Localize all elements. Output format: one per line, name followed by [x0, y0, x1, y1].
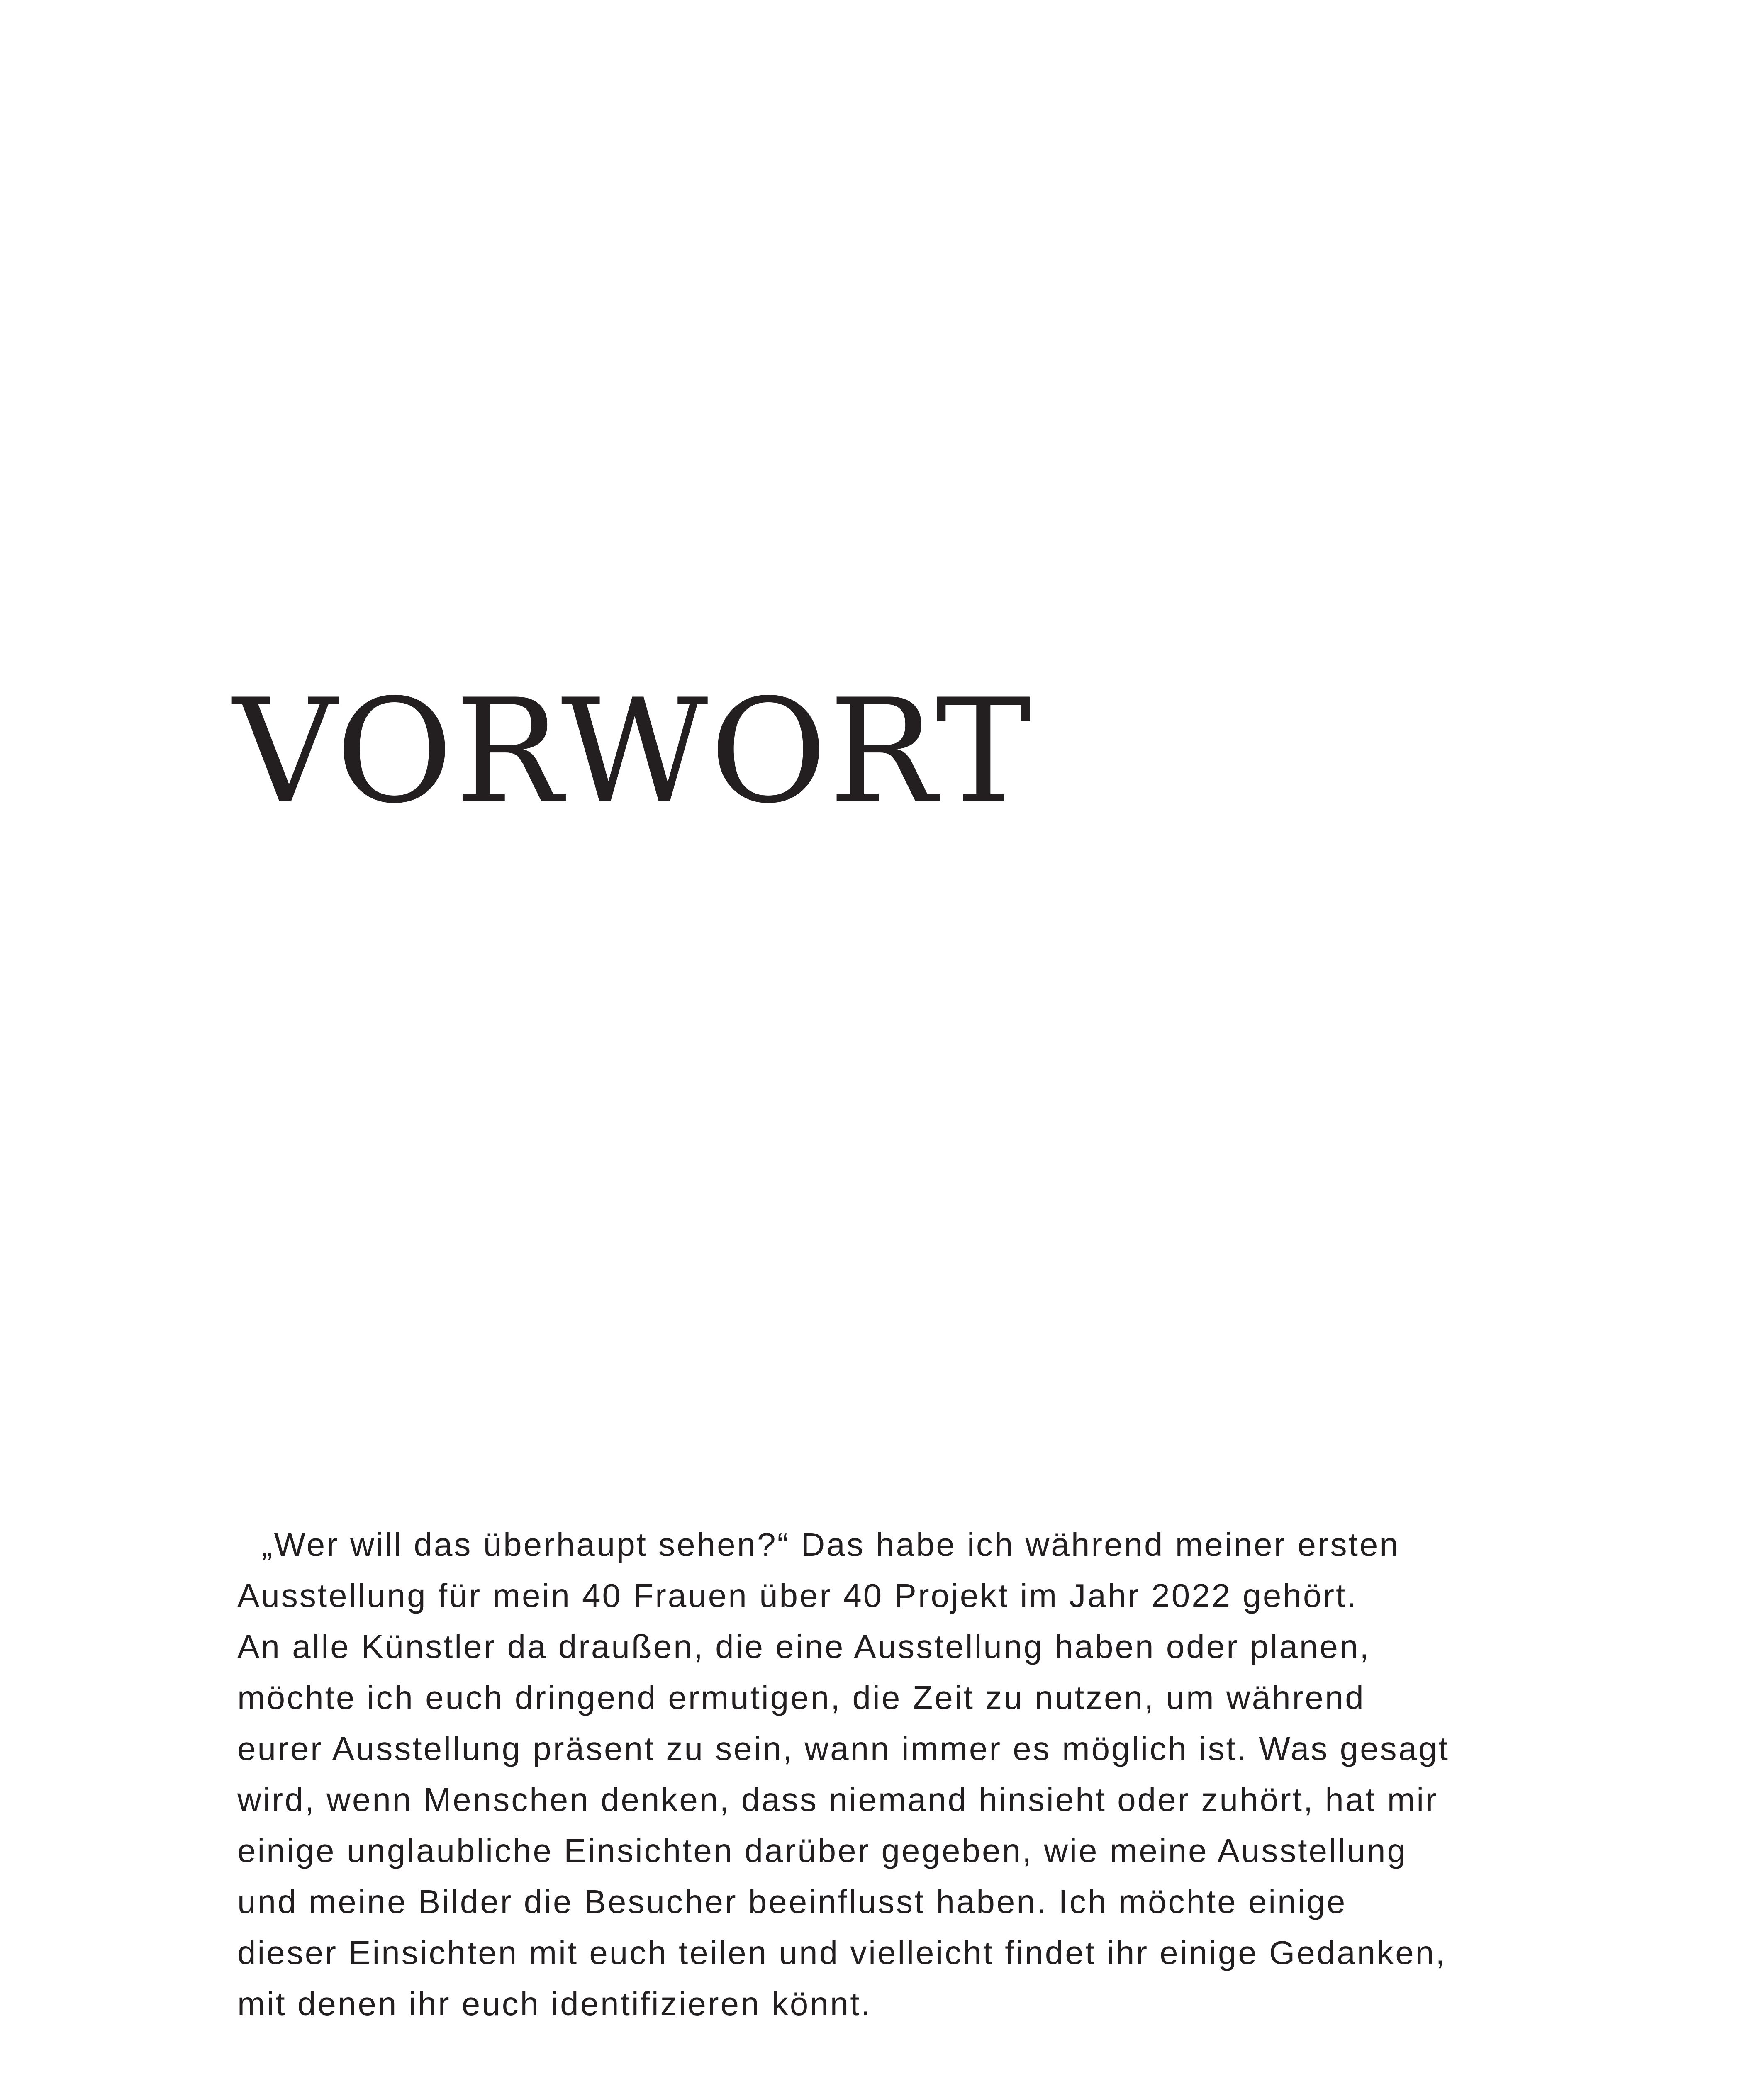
text-line: einige unglaubliche Einsichten darüber gegeben, wie meine Ausstellung [237, 1832, 1407, 1869]
text-line: Ausstellung für mein 40 Frauen über 40 Projekt im Jahr 2022 gehört. [237, 1577, 1358, 1614]
body-text [237, 1519, 1590, 2074]
text-line: wird, wenn Menschen denken, dass niemand hinsieht oder zuhört, hat mir [237, 1781, 1438, 1818]
page-title: VORWORT [233, 669, 1033, 835]
paragraph-spacer [237, 2029, 1590, 2074]
text-line: und meine Bilder die Besucher beeinflusst haben. Ich möchte einige [237, 1883, 1347, 1920]
text-line: dieser Einsichten mit euch teilen und vielleicht findet ihr einige Gedanken, [237, 1934, 1447, 1971]
paragraph-1 [237, 1519, 1590, 2029]
text-line: möchte ich euch dringend ermutigen, die Zeit zu nutzen, um während [237, 1679, 1365, 1716]
text-line: eurer Ausstellung präsent zu sein, wann immer es möglich ist. Was gesagt [237, 1730, 1450, 1767]
text-line: An alle Künstler da draußen, die eine Ausstellung haben oder planen, [237, 1628, 1371, 1665]
text-line: „Wer will das überhaupt sehen?“ Das habe ich während meiner ersten [261, 1526, 1400, 1563]
text-line: mit denen ihr euch identifizieren könnt. [237, 1985, 872, 2022]
